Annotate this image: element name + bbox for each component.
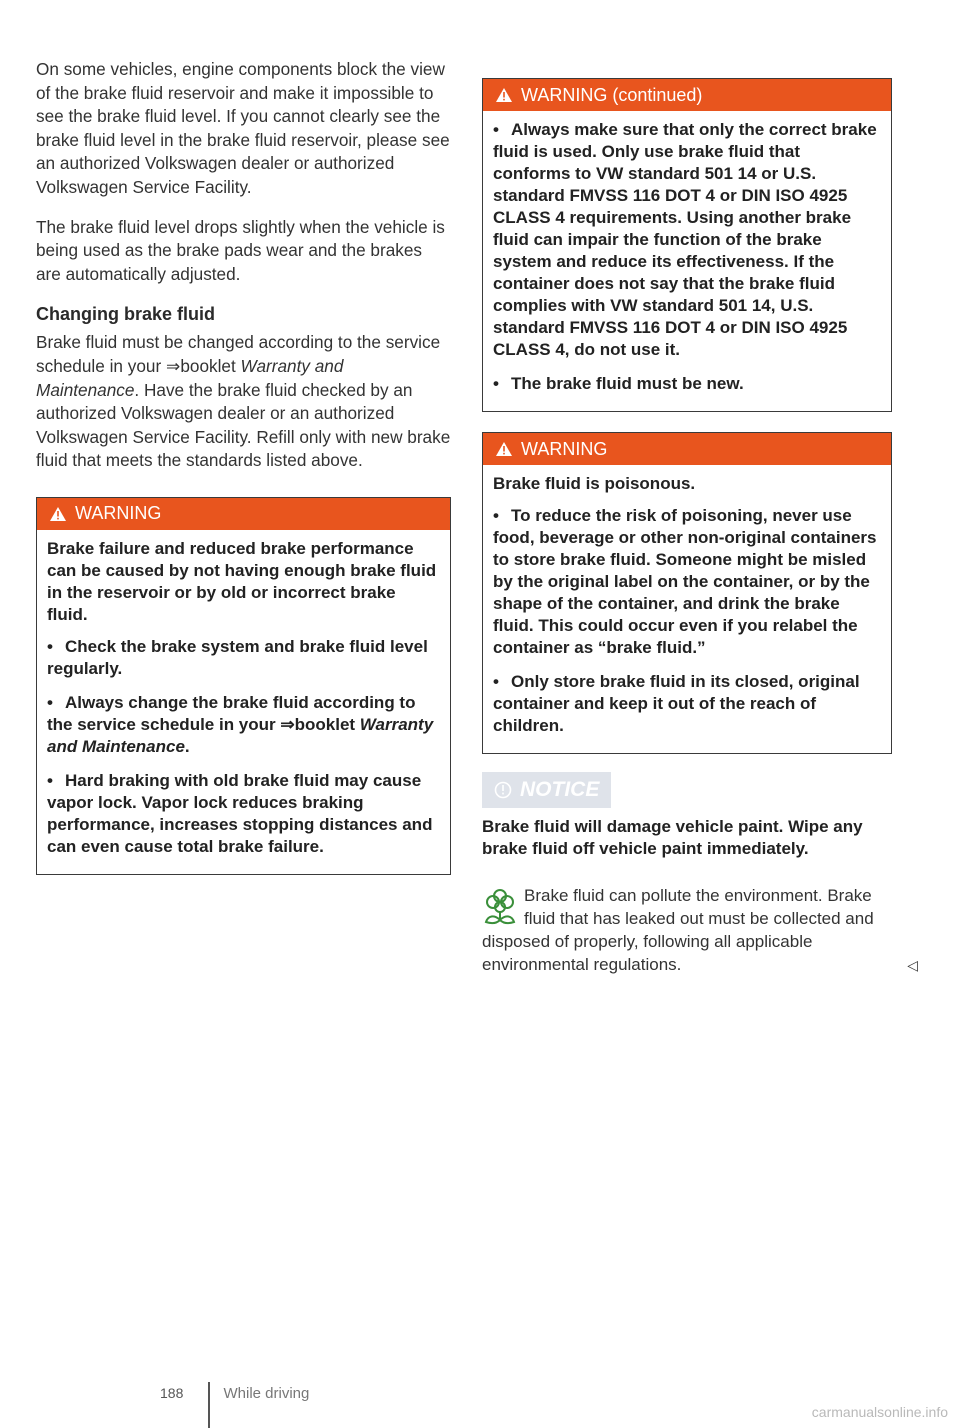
- footer-divider: [208, 1382, 210, 1428]
- paragraph-changing-brake-fluid: Brake fluid must be changed according to the service schedule in your ⇒booklet Warranty and Maintenance. Have the brake fluid checked by an authorized Volkswagen dealer or an authorized Volkswagen Service Facility. Refill only with new brake fluid that meets the standards listed above.: [36, 332, 451, 471]
- bullet-icon: •: [493, 120, 499, 139]
- watermark: carmanualsonline.info: [811, 1404, 948, 1420]
- warning-header: [37, 498, 450, 530]
- list-item: • Hard braking with old brake fluid may cause vapor lock. Vapor lock reduces braking performance, increases stopping distances and can even cause total brake failure.: [47, 770, 433, 856]
- warning-title: WARNING: [521, 438, 608, 459]
- warning-header: [483, 433, 891, 465]
- warning-triangle-icon: [495, 87, 513, 103]
- bullet-icon: •: [493, 506, 499, 525]
- list-item: • Check the brake system and brake fluid level regularly.: [47, 636, 428, 678]
- paragraph-fluid-level-drop: The brake fluid level drops slightly when the vehicle is being used as the brake pads wear and the brakes are automatically adjusted.: [36, 216, 445, 284]
- notice-text: Brake fluid will damage vehicle paint. Wipe any brake fluid off vehicle paint immediately.: [482, 817, 863, 858]
- bullet-icon: •: [493, 672, 499, 691]
- warning-list: [493, 505, 881, 737]
- bullet-icon: •: [47, 770, 53, 790]
- environment-flower-icon: [482, 886, 518, 928]
- bullet-icon: •: [493, 374, 499, 393]
- section-heading-changing-brake-fluid: Changing brake fluid: [36, 304, 216, 325]
- environment-note: [482, 884, 918, 976]
- warning-title: WARNING: [75, 503, 162, 524]
- bullet-icon: •: [47, 636, 53, 656]
- right-column: [482, 78, 918, 976]
- warning-box-poisonous: [482, 432, 892, 754]
- left-column: [36, 58, 451, 875]
- warning-list: [47, 636, 440, 858]
- warning-list: [493, 119, 881, 395]
- warning-box-brake-failure: [36, 497, 451, 875]
- warning-lead: Brake failure and reduced brake performance can be caused by not having enough brake fluid in the reservoir or by old or incorrect brake fluid.: [47, 538, 437, 624]
- warning-body: [483, 111, 891, 411]
- warning-lead: Brake fluid is poisonous.: [493, 474, 696, 493]
- warning-body: [37, 530, 450, 874]
- warning-title: WARNING (continued): [521, 84, 703, 105]
- warning-box-continued: [482, 78, 892, 412]
- list-item: • Always change the brake fluid according to the service schedule in your ⇒booklet Warranty and Maintenance.: [47, 692, 434, 756]
- page-footer: [160, 1372, 309, 1414]
- section-end-icon: ◁: [907, 957, 918, 973]
- paragraph-reservoir-visibility: On some vehicles, engine components block the view of the brake fluid reservoir and make it impossible to see the brake fluid level. If you cannot clearly see the brake fluid level in the brake fluid reservoir, please see an authorized Volkswagen dealer or authorized Volkswagen Service Facility.: [36, 59, 450, 197]
- warning-header: [483, 79, 891, 111]
- notice-badge: [482, 772, 611, 808]
- notice-label: NOTICE: [520, 778, 600, 801]
- warning-triangle-icon: [49, 506, 67, 522]
- list-item: • The brake fluid must be new.: [493, 374, 744, 393]
- page-number: 188: [160, 1385, 184, 1401]
- notice-info-icon: [494, 781, 512, 799]
- list-item: • Always make sure that only the correct brake fluid is used. Only use brake fluid that conforms to VW standard 501 14 or U.S. standard FMVSS 116 DOT 4 or DIN ISO 4925 CLASS 4 requirements. Using another brake fluid can impair the function of the brake system and reduce its effectiveness. If the container does not say that the brake fluid complies with VW standard 501 14, U.S. standard FMVSS 116 DOT 4 or DIN ISO 4925 CLASS 4, do not use it.: [493, 120, 877, 359]
- bullet-icon: •: [47, 692, 53, 712]
- footer-section-title: While driving: [223, 1384, 310, 1402]
- warning-triangle-icon: [495, 441, 513, 457]
- warning-body: [483, 465, 891, 753]
- list-item: • Only store brake fluid in its closed, original container and keep it out of the reach of children.: [493, 672, 860, 735]
- environment-text: Brake fluid can pollute the environment. Brake fluid that has leaked out must be collected and disposed of properly, following all applicable environmental regulations.: [482, 886, 874, 974]
- list-item: • To reduce the risk of poisoning, never use food, beverage or other non-original containers to store brake fluid. Someone might be misled by the original label on the container, or by the shape of the container, and drink the brake fluid. This could occur even if you relabel the container as “brake fluid.”: [493, 506, 877, 657]
